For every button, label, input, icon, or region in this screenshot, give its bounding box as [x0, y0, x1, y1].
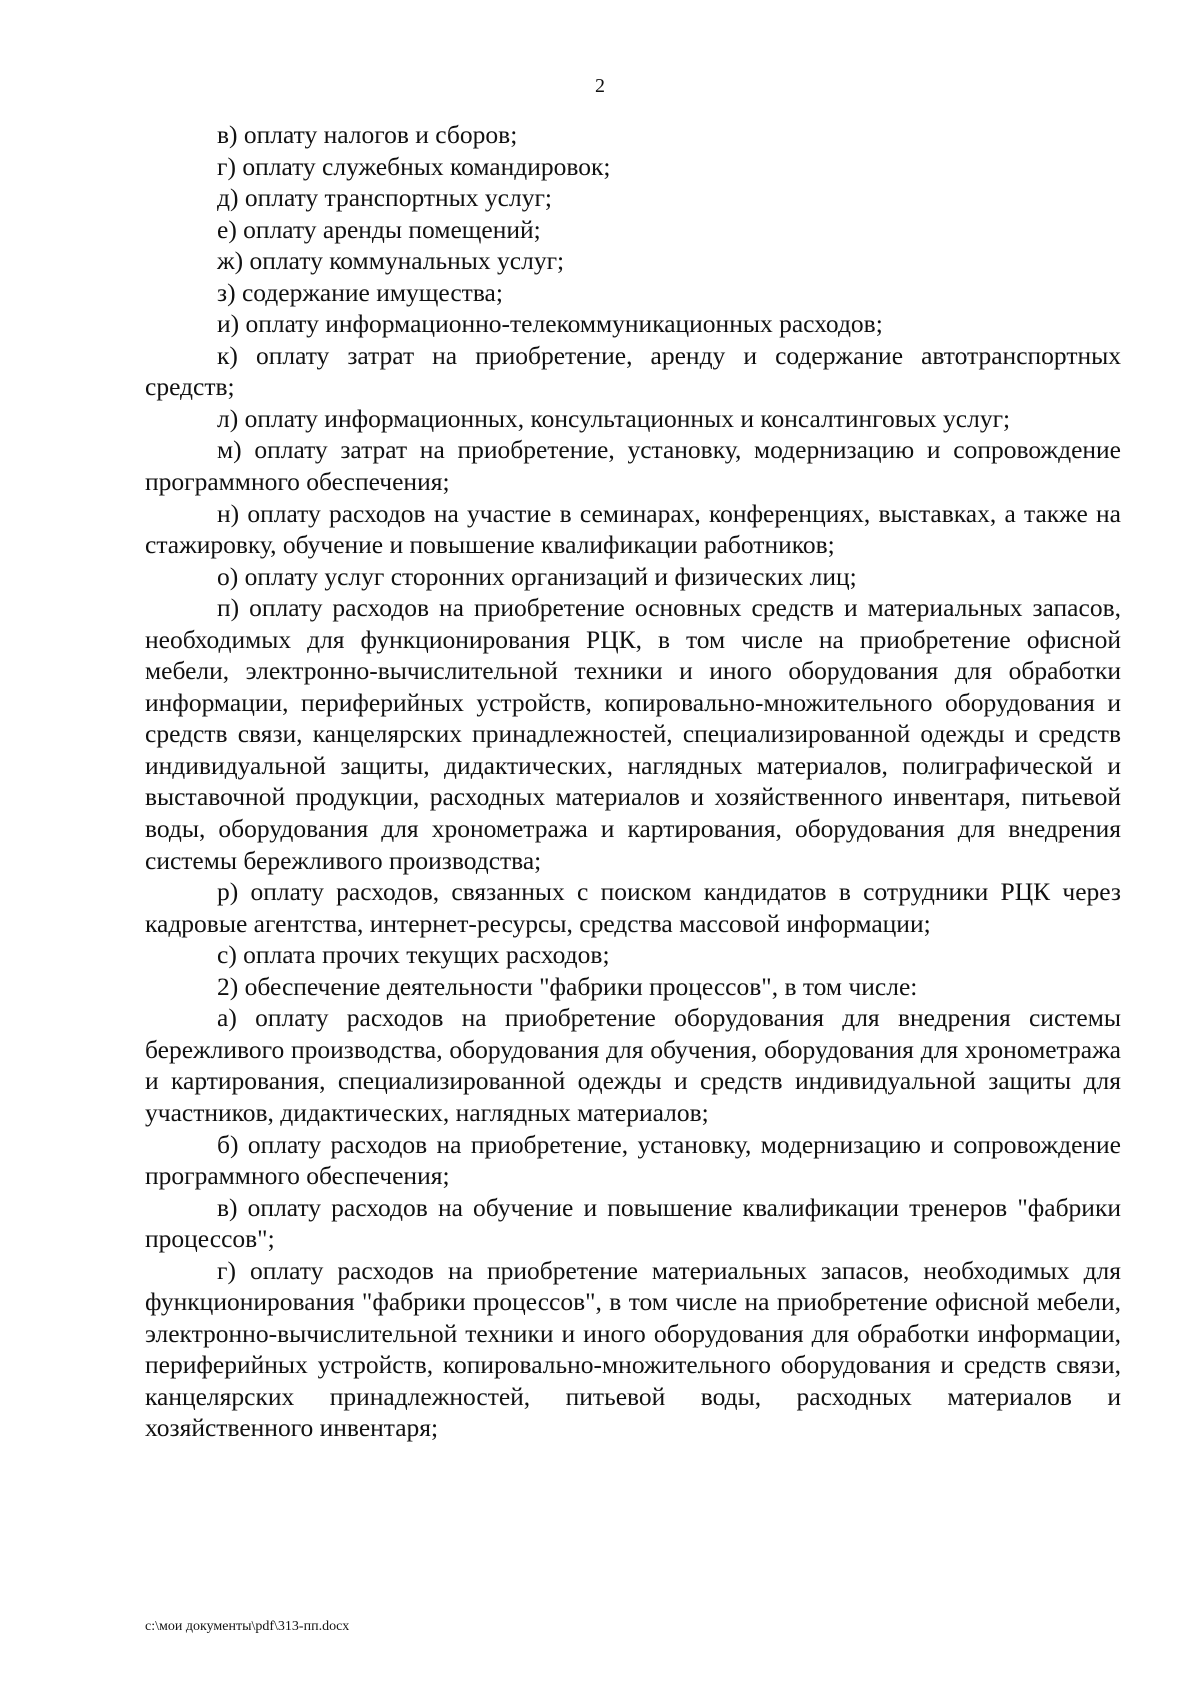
paragraph: г) оплату расходов на приобретение материальных запасов, необходимых для функционирования "фабрики процессов", в том числе на приобретение офисной мебели, электронно-вычислительной техники и иного оборудования для обработки информации, периферийных устройств, копировально-множительного оборудования и средств связи, канцелярских принадлежностей, питьевой воды, расходных материалов и хозяйственного инвентаря;: [145, 1255, 1121, 1443]
footer-file-path: c:\мои документы\pdf\313-пп.docx: [145, 1619, 350, 1634]
paragraph: и) оплату информационно-телекоммуникационных расходов;: [217, 309, 883, 339]
paragraph: н) оплату расходов на участие в семинарах, конференциях, выставках, а также на стажировку, обучение и повышение квалификации работников;: [145, 498, 1121, 560]
paragraph: б) оплату расходов на приобретение, установку, модернизацию и сопровождение программного обеспечения;: [145, 1129, 1121, 1191]
paragraph: л) оплату информационных, консультационных и консалтинговых услуг;: [217, 403, 1011, 433]
paragraph: р) оплату расходов, связанных с поиском кандидатов в сотрудники РЦК через кадровые агентства, интернет-ресурсы, средства массовой информации;: [145, 877, 1121, 938]
paragraph: в) оплату расходов на обучение и повышение квалификации тренеров "фабрики процессов";: [145, 1192, 1121, 1254]
paragraph: с) оплата прочих текущих расходов;: [217, 940, 610, 970]
paragraph: ж) оплату коммунальных услуг;: [217, 246, 565, 276]
paragraph: 2) обеспечение деятельности "фабрики процессов", в том числе:: [217, 971, 918, 1001]
paragraph: г) оплату служебных командировок;: [217, 151, 611, 181]
paragraph: е) оплату аренды помещений;: [217, 214, 541, 244]
paragraph: в) оплату налогов и сборов;: [217, 120, 518, 149]
paragraph: д) оплату транспортных услуг;: [217, 183, 552, 213]
paragraph: м) оплату затрат на приобретение, установку, модернизацию и сопровождение программного обеспечения;: [145, 435, 1121, 497]
paragraph: п) оплату расходов на приобретение основных средств и материальных запасов, необходимых для функционирования РЦК, в том числе на приобретение офисной мебели, электронно-вычислительной техники и иного оборудования для обработки информации, периферийных устройств, копировально-множительного оборудования и средств связи, канцелярских принадлежностей, специализированной одежды и средств индивидуальной защиты, дидактических, наглядных материалов, полиграфической и выставочной продукции, расходных материалов и хозяйственного инвентаря, питьевой воды, оборудования для хронометража и картирования, оборудования для внедрения системы бережливого производства;: [145, 593, 1121, 875]
paragraph: а) оплату расходов на приобретение оборудования для внедрения системы бережливого производства, оборудования для обучения, оборудования для хронометража и картирования, специализированной одежды и средств индивидуальной защиты для участников, дидактических, наглядных материалов;: [145, 1003, 1121, 1127]
page-number: 2: [595, 75, 605, 97]
paragraph: з) содержание имущества;: [217, 277, 503, 307]
paragraph: к) оплату затрат на приобретение, аренду и содержание автотранспортных средств;: [145, 340, 1121, 402]
paragraph: о) оплату услуг сторонних организаций и физических лиц;: [217, 561, 857, 591]
document-body: [145, 119, 1121, 1444]
